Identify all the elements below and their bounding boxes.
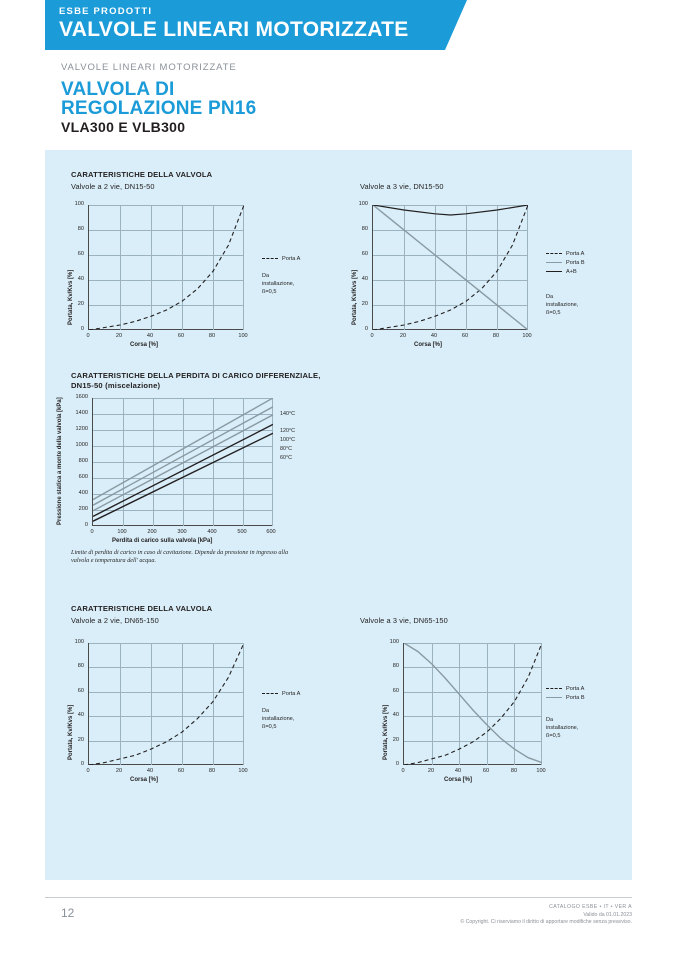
legend-swatch-dashed xyxy=(262,693,278,694)
chart5-ytick-80: 80 xyxy=(392,663,399,669)
chart3-series xyxy=(93,398,273,526)
legend-item-porta-b: Porta B xyxy=(546,260,585,269)
chart5-ytick-20: 20 xyxy=(392,737,399,743)
section1-subtitle-right: Valvole a 3 vie, DN15-50 xyxy=(360,182,444,191)
chart2-xtick-20: 20 xyxy=(399,333,407,339)
chart2-xlabel: Corsa [%] xyxy=(414,342,443,348)
section3-subtitle-left: Valvole a 2 vie, DN65-150 xyxy=(71,616,159,625)
chart1-ytick-60: 60 xyxy=(77,251,84,257)
legend-item-porta-a: Porta A xyxy=(546,251,585,260)
footer-catalog: CATALOGO ESBE • IT • VER A xyxy=(549,904,632,910)
legend-item-porta-a: Porta A xyxy=(546,686,585,695)
chart1-legend-note: Da installazione, ß=0,5 xyxy=(262,273,295,295)
chart4-xlabel: Corsa [%] xyxy=(130,777,159,783)
chart3-xtick-100: 100 xyxy=(117,529,127,535)
legend-item-porta-a: Porta A xyxy=(262,256,300,265)
legend-swatch-dashed xyxy=(546,688,562,689)
chart4-ytick-80: 80 xyxy=(77,663,84,669)
page-title-line2: REGOLAZIONE PN16 xyxy=(61,98,257,119)
chart4-plot xyxy=(88,643,243,765)
chart1-legend xyxy=(262,256,300,265)
chart5-series xyxy=(404,643,542,765)
footer-validity: Valido da 01.01.2023 xyxy=(583,911,632,918)
footer-copyright: © Copyright. Ci riserviamo il diritto di apportare modifiche senza preavviso. xyxy=(460,919,632,925)
chart1-xtick-80: 80 xyxy=(208,333,216,339)
legend-swatch-solid-grey xyxy=(546,697,562,698)
legend-item-sum: A+B xyxy=(546,269,585,278)
chart3-xtick-300: 300 xyxy=(177,529,187,535)
chart4-xtick-0: 0 xyxy=(86,768,90,774)
chart5-plot xyxy=(403,643,541,765)
chart5-ytick-60: 60 xyxy=(392,688,399,694)
cavitation-note-line1: Limite di perdita di carico in caso di cavitazione. Dipende da pressione in ingresso alla xyxy=(71,549,289,556)
page-number: 12 xyxy=(61,906,75,920)
header-title: VALVOLE LINEARI MOTORIZZATE xyxy=(59,18,409,41)
page-title xyxy=(61,80,256,118)
chart1-xtick-40: 40 xyxy=(146,333,154,339)
page-title-line1: VALVOLA DI xyxy=(61,79,175,100)
section3-title: CARATTERISTICHE DELLA VALVOLA xyxy=(71,604,213,613)
legend-swatch-dashed xyxy=(262,258,278,259)
legend-swatch-dashed xyxy=(546,253,562,254)
chart1-ytick-100: 100 xyxy=(74,201,84,207)
chart3-ytick-1200: 1200 xyxy=(75,426,88,432)
chart3-plot xyxy=(92,398,272,526)
chart1-ytick-0: 0 xyxy=(80,326,84,332)
chart4-legend xyxy=(262,691,300,700)
chart3-annotation-80: 80°C xyxy=(280,446,293,452)
chart2-legend xyxy=(546,251,585,278)
chart5-xtick-20: 20 xyxy=(427,768,435,774)
chart1-series xyxy=(89,205,244,330)
section2-title-line2: DN15-50 (miscelazione) xyxy=(71,381,161,390)
chart1-ytick-20: 20 xyxy=(77,301,84,307)
chart3-ytick-0: 0 xyxy=(84,522,88,528)
chart1-ytick-40: 40 xyxy=(77,276,84,282)
chart3-xtick-600: 600 xyxy=(266,529,276,535)
chart5-ytick-100: 100 xyxy=(389,639,399,645)
legend-swatch-solid-black xyxy=(546,271,562,272)
chart4-xtick-20: 20 xyxy=(115,768,123,774)
chart3-xtick-0: 0 xyxy=(90,529,94,535)
chart5-xtick-80: 80 xyxy=(510,768,518,774)
legend-item-porta-a: Porta A xyxy=(262,691,300,700)
chart2-legend-note: Da installazione, ß=0,5 xyxy=(546,294,579,316)
chart5-legend-note: Da installazione, ß=0,5 xyxy=(546,717,579,739)
section2-title xyxy=(71,371,321,391)
chart2-xtick-40: 40 xyxy=(430,333,438,339)
chart3-ytick-800: 800 xyxy=(78,458,88,464)
chart5-ylabel: Portata, Kv/Kvs [%] xyxy=(383,704,389,760)
section1-title: CARATTERISTICHE DELLA VALVOLA xyxy=(71,170,213,179)
page-subtitle: VLA300 E VLB300 xyxy=(61,119,186,135)
chart2-ylabel: Portata, Kv/Kvs [%] xyxy=(352,269,358,325)
chart3-xlabel: Perdita di carico sulla valvola [kPa] xyxy=(112,538,213,544)
chart5-xtick-0: 0 xyxy=(401,768,405,774)
chart2-ytick-80: 80 xyxy=(361,226,368,232)
chart3-ylabel: Pressione statica a monte della valvola [kPa] xyxy=(57,397,63,525)
chart2-ytick-20: 20 xyxy=(361,301,368,307)
chart3-annotation-120: 120°C xyxy=(280,428,296,434)
chart1-xtick-100: 100 xyxy=(238,333,248,339)
chart2-ytick-100: 100 xyxy=(358,201,368,207)
cavitation-note-line2: valvola e temperatura dell' acqua. xyxy=(71,557,157,564)
chart5-xtick-100: 100 xyxy=(536,768,546,774)
chart1-xtick-0: 0 xyxy=(86,333,90,339)
chart3-xtick-400: 400 xyxy=(207,529,217,535)
chart2-ytick-60: 60 xyxy=(361,251,368,257)
chart2-plot xyxy=(372,205,527,330)
section1-subtitle-left: Valvole a 2 vie, DN15-50 xyxy=(71,182,155,191)
chart2-xtick-0: 0 xyxy=(370,333,374,339)
chart4-xtick-80: 80 xyxy=(208,768,216,774)
chart3-ytick-200: 200 xyxy=(78,506,88,512)
breadcrumb: VALVOLE LINEARI MOTORIZZATE xyxy=(61,62,237,73)
section2-title-line1: CARATTERISTICHE DELLA PERDITA DI CARICO DIFFERENZIALE, xyxy=(71,371,321,380)
chart1-ylabel: Portata, Kv/Kvs [%] xyxy=(68,269,74,325)
chart2-xtick-100: 100 xyxy=(522,333,532,339)
chart2-xtick-80: 80 xyxy=(492,333,500,339)
chart2-ytick-0: 0 xyxy=(364,326,368,332)
chart4-xtick-100: 100 xyxy=(238,768,248,774)
chart5-xtick-60: 60 xyxy=(482,768,490,774)
chart1-xlabel: Corsa [%] xyxy=(130,342,159,348)
page-header xyxy=(45,0,445,50)
chart3-annotation-100: 100°C xyxy=(280,437,296,443)
chart2-xtick-60: 60 xyxy=(461,333,469,339)
header-kicker: ESBE PRODOTTI xyxy=(59,6,153,17)
chart4-xtick-40: 40 xyxy=(146,768,154,774)
chart2-series xyxy=(373,205,528,330)
chart4-series xyxy=(89,643,244,765)
chart4-ytick-100: 100 xyxy=(74,639,84,645)
chart4-ytick-0: 0 xyxy=(80,761,84,767)
chart3-ytick-1000: 1000 xyxy=(75,442,88,448)
legend-item-porta-b: Porta B xyxy=(546,695,585,704)
footer-divider xyxy=(45,897,632,898)
chart1-ytick-80: 80 xyxy=(77,226,84,232)
chart5-ytick-40: 40 xyxy=(392,712,399,718)
chart5-ytick-0: 0 xyxy=(395,761,399,767)
chart1-xtick-60: 60 xyxy=(177,333,185,339)
chart4-ytick-20: 20 xyxy=(77,737,84,743)
chart3-ytick-400: 400 xyxy=(78,490,88,496)
section3-subtitle-right: Valvole a 3 vie, DN65-150 xyxy=(360,616,448,625)
chart5-xtick-40: 40 xyxy=(454,768,462,774)
footer-meta xyxy=(460,904,632,927)
legend-swatch-solid-grey xyxy=(546,262,562,263)
chart4-ytick-40: 40 xyxy=(77,712,84,718)
chart5-xlabel: Corsa [%] xyxy=(444,777,473,783)
cavitation-note xyxy=(71,549,371,565)
chart3-ytick-1600: 1600 xyxy=(75,394,88,400)
chart2-ytick-40: 40 xyxy=(361,276,368,282)
chart3-ytick-600: 600 xyxy=(78,474,88,480)
chart1-xtick-20: 20 xyxy=(115,333,123,339)
chart4-ylabel: Portata, Kv/Kvs [%] xyxy=(68,704,74,760)
chart3-ytick-1400: 1400 xyxy=(75,410,88,416)
chart3-xtick-500: 500 xyxy=(237,529,247,535)
chart3-annotation-140: 140°C xyxy=(280,411,296,417)
chart3-annotation-60: 60°C xyxy=(280,455,293,461)
chart5-legend xyxy=(546,686,585,704)
chart3-xtick-200: 200 xyxy=(147,529,157,535)
chart4-ytick-60: 60 xyxy=(77,688,84,694)
chart4-legend-note: Da installazione, ß=0,5 xyxy=(262,708,295,730)
chart4-xtick-60: 60 xyxy=(177,768,185,774)
chart1-plot xyxy=(88,205,243,330)
